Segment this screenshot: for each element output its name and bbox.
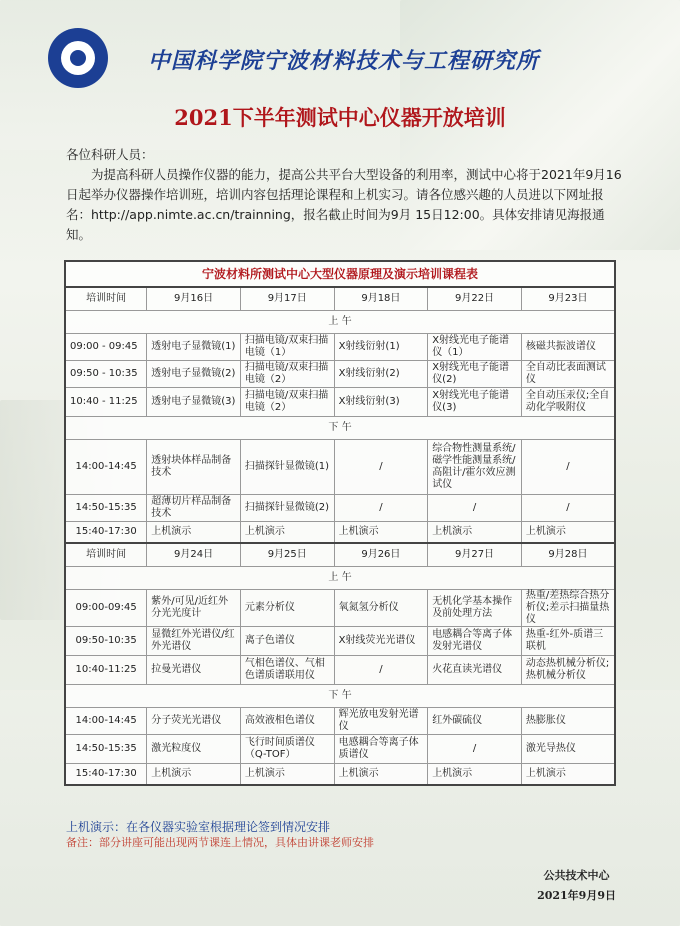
intro-greeting: 各位科研人员： bbox=[66, 147, 154, 162]
table-cell: 10:40-11:25 bbox=[65, 656, 147, 685]
table-cell: X射线荧光光谱仪 bbox=[334, 627, 428, 656]
table-cell: 上机演示 bbox=[334, 764, 428, 786]
section-label-afternoon: 下 午 bbox=[65, 685, 615, 708]
table-header-cell: 培训时间 bbox=[65, 287, 147, 311]
table-cell: / bbox=[428, 735, 522, 764]
table-cell: 高效液相色谱仪 bbox=[240, 708, 334, 735]
signature-org: 公共技术中心 bbox=[543, 869, 610, 882]
table-cell: 热膨胀仪 bbox=[521, 708, 615, 735]
intro-body: 为提高科研人员操作仪器的能力，提高公共平台大型设备的利用率，测试中心将于2021年9月16日起举办仪器操作培训班，培训内容包括理论课程和上机实习。请各位感兴趣的人员进以下网址报名：http://app.nimte.ac.cn/trainning，报名截止时间为9月 15日12:00。具体安排请见海报通知。 bbox=[66, 167, 622, 242]
table-cell: 14:00-14:45 bbox=[65, 708, 147, 735]
table-row bbox=[65, 764, 615, 786]
table-header-cell: 9月22日 bbox=[428, 287, 522, 311]
table-cell: X射线衍射(1) bbox=[334, 334, 428, 361]
table-cell: 扫描电镜/双束扫描电镜（2） bbox=[240, 388, 334, 417]
table-cell: 上机演示 bbox=[147, 764, 241, 786]
table-row bbox=[65, 522, 615, 544]
week1-header-row bbox=[65, 287, 615, 311]
table-cell: X射线光电子能谱仪(3) bbox=[428, 388, 522, 417]
table-cell: 激光导热仪 bbox=[521, 735, 615, 764]
table-cell: 扫描电镜/双束扫描电镜（2） bbox=[240, 361, 334, 388]
table-cell: / bbox=[521, 440, 615, 495]
table-cell: 上机演示 bbox=[428, 764, 522, 786]
table-cell: 辉光放电发射光谱仪 bbox=[334, 708, 428, 735]
table-cell: 无机化学基本操作及前处理方法 bbox=[428, 590, 522, 627]
table-row bbox=[65, 495, 615, 522]
table-cell: 全自动压汞仪;全自动化学吸附仪 bbox=[521, 388, 615, 417]
table-cell: 扫描电镜/双束扫描电镜（1） bbox=[240, 334, 334, 361]
table-cell: 上机演示 bbox=[240, 764, 334, 786]
table-row bbox=[65, 708, 615, 735]
table-cell: / bbox=[334, 440, 428, 495]
table-cell: 扫描探针显微镜(1) bbox=[240, 440, 334, 495]
table-cell: 09:00-09:45 bbox=[65, 590, 147, 627]
table-cell: 上机演示 bbox=[240, 522, 334, 544]
table-header-cell: 培训时间 bbox=[65, 543, 147, 567]
table-header-cell: 9月24日 bbox=[147, 543, 241, 567]
table-cell: 电感耦合等离子体发射光谱仪 bbox=[428, 627, 522, 656]
section-label-morning: 上 午 bbox=[65, 567, 615, 590]
table-cell: 超薄切片样品制备技术 bbox=[147, 495, 241, 522]
table-cell: 14:50-15:35 bbox=[65, 735, 147, 764]
table-cell: 核磁共振波谱仪 bbox=[521, 334, 615, 361]
note-demo: 上机演示：在各仪器实验室根据理论签到情况安排 bbox=[66, 820, 331, 834]
table-header-cell: 9月16日 bbox=[147, 287, 241, 311]
table-row bbox=[65, 440, 615, 495]
org-name: 中国科学院宁波材料技术与工程研究所 bbox=[148, 48, 540, 74]
table-header-cell: 9月28日 bbox=[521, 543, 615, 567]
table-cell: 上机演示 bbox=[521, 522, 615, 544]
table-cell: 飞行时间质谱仪（Q-TOF） bbox=[240, 735, 334, 764]
table-cell: 09:00 - 09:45 bbox=[65, 334, 147, 361]
table-header-cell: 9月17日 bbox=[240, 287, 334, 311]
table-cell: 拉曼光谱仪 bbox=[147, 656, 241, 685]
table-cell: / bbox=[428, 495, 522, 522]
table-cell: 元素分析仪 bbox=[240, 590, 334, 627]
table-cell: 火花直读光谱仪 bbox=[428, 656, 522, 685]
table-header-cell: 9月23日 bbox=[521, 287, 615, 311]
table-cell: 热重-红外-质谱三联机 bbox=[521, 627, 615, 656]
table-cell: 离子色谱仪 bbox=[240, 627, 334, 656]
note-remark: 备注：部分讲座可能出现两节课连上情况，具体由讲课老师安排 bbox=[66, 836, 374, 849]
table-row bbox=[65, 590, 615, 627]
table-cell: 透射块体样品制备技术 bbox=[147, 440, 241, 495]
table-cell: 上机演示 bbox=[521, 764, 615, 786]
table-header-cell: 9月18日 bbox=[334, 287, 428, 311]
table-header-cell: 9月27日 bbox=[428, 543, 522, 567]
table-cell: 透射电子显微镜(2) bbox=[147, 361, 241, 388]
table-cell: 10:40 - 11:25 bbox=[65, 388, 147, 417]
table-cell: 全自动比表面测试仪 bbox=[521, 361, 615, 388]
table-cell: 显微红外光谱仪/红外光谱仪 bbox=[147, 627, 241, 656]
table-cell: 热重/差热综合热分析仪;差示扫描量热仪 bbox=[521, 590, 615, 627]
table-cell: 分子荧光光谱仪 bbox=[147, 708, 241, 735]
table-cell: X射线光电子能谱仪（1） bbox=[428, 334, 522, 361]
table-cell: / bbox=[334, 656, 428, 685]
table-cell: 上机演示 bbox=[147, 522, 241, 544]
header bbox=[48, 28, 648, 88]
table-header-cell: 9月26日 bbox=[334, 543, 428, 567]
intro bbox=[66, 145, 626, 245]
table-row bbox=[65, 361, 615, 388]
section-label-morning: 上 午 bbox=[65, 311, 615, 334]
table-header-cell: 9月25日 bbox=[240, 543, 334, 567]
signature bbox=[537, 866, 616, 906]
table-row bbox=[65, 735, 615, 764]
table-cell: / bbox=[521, 495, 615, 522]
cas-logo-icon bbox=[48, 28, 108, 88]
table-cell: 15:40-17:30 bbox=[65, 764, 147, 786]
table-cell: 气相色谱仪、气相色谱质谱联用仪 bbox=[240, 656, 334, 685]
section-label-afternoon: 下 午 bbox=[65, 417, 615, 440]
schedule-title: 宁波材料所测试中心大型仪器原理及演示培训课程表 bbox=[65, 261, 615, 287]
table-cell: 14:00-14:45 bbox=[65, 440, 147, 495]
table-row bbox=[65, 656, 615, 685]
week2-header-row bbox=[65, 543, 615, 567]
table-cell: 激光粒度仪 bbox=[147, 735, 241, 764]
table-cell: / bbox=[334, 495, 428, 522]
table-cell: 综合物性测量系统/磁学性能测量系统/高阻计/霍尔效应测试仪 bbox=[428, 440, 522, 495]
table-cell: 透射电子显微镜(1) bbox=[147, 334, 241, 361]
table-cell: 上机演示 bbox=[334, 522, 428, 544]
table-cell: 14:50-15:35 bbox=[65, 495, 147, 522]
table-cell: 氧氮氢分析仪 bbox=[334, 590, 428, 627]
table-cell: 09:50 - 10:35 bbox=[65, 361, 147, 388]
table-cell: 15:40-17:30 bbox=[65, 522, 147, 544]
table-cell: 上机演示 bbox=[428, 522, 522, 544]
table-cell: X射线光电子能谱仪(2) bbox=[428, 361, 522, 388]
table-cell: 扫描探针显微镜(2) bbox=[240, 495, 334, 522]
table-row bbox=[65, 627, 615, 656]
table-cell: 紫外/可见/近红外分光光度计 bbox=[147, 590, 241, 627]
table-cell: 红外碳硫仪 bbox=[428, 708, 522, 735]
table-cell: 透射电子显微镜(3) bbox=[147, 388, 241, 417]
page-title: 2021下半年测试中心仪器开放培训 bbox=[174, 105, 506, 130]
table-cell: X射线衍射(3) bbox=[334, 388, 428, 417]
table-cell: 动态热机械分析仪;热机械分析仪 bbox=[521, 656, 615, 685]
table-cell: X射线衍射(2) bbox=[334, 361, 428, 388]
table-row bbox=[65, 334, 615, 361]
table-cell: 电感耦合等离子体质谱仪 bbox=[334, 735, 428, 764]
schedule-table bbox=[64, 260, 616, 786]
signature-date: 2021年9月9日 bbox=[537, 889, 616, 902]
table-cell: 09:50-10:35 bbox=[65, 627, 147, 656]
table-row bbox=[65, 388, 615, 417]
